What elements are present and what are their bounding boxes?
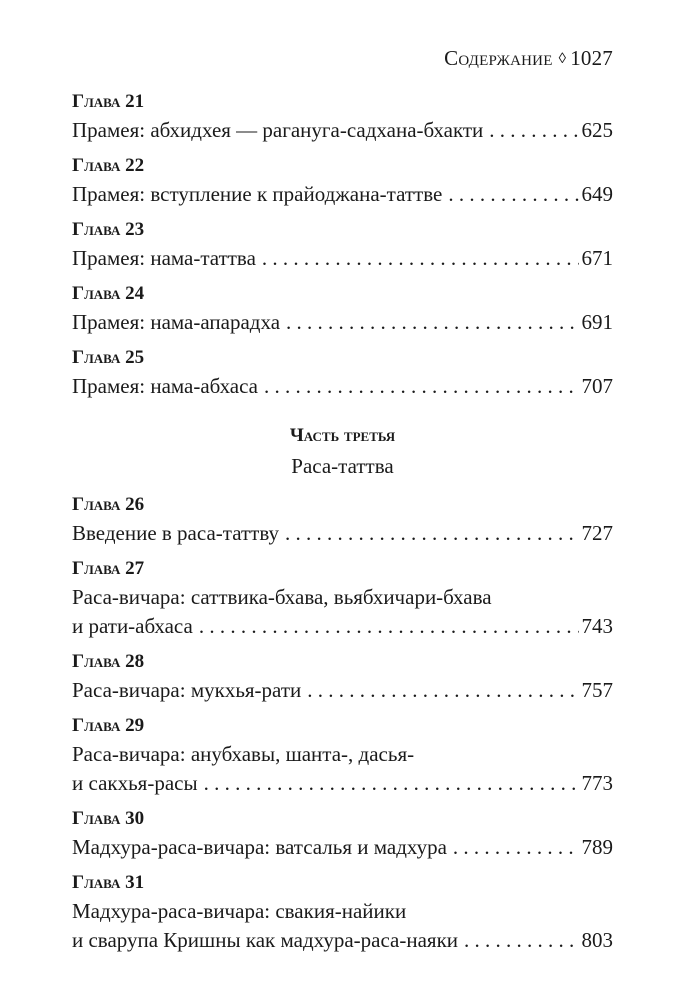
chapter-title: Раса-вичара: саттвика-бхава, вьябхичари-бхава: [72, 585, 492, 609]
toc-entry[interactable]: [72, 648, 613, 705]
chapter-label: Глава 24: [72, 283, 145, 304]
dot-leader: [285, 519, 578, 548]
chapter-title-line: [72, 740, 613, 769]
chapter-title: Прамея: вступление к прайоджана-таттве: [72, 182, 443, 206]
chapter-title: Прамея: нама-апарадха: [72, 310, 281, 334]
chapter-title-line: [72, 116, 613, 145]
dot-leader: [448, 180, 578, 209]
chapter-label: Глава 25: [72, 347, 145, 368]
toc-entry[interactable]: [72, 491, 613, 548]
part-label: Часть третья: [289, 425, 396, 446]
chapter-title-line: [72, 308, 613, 337]
dot-leader: [307, 676, 578, 705]
part-heading: [72, 421, 613, 481]
dot-leader: [262, 244, 579, 273]
chapter-title-line: [72, 833, 613, 862]
chapter-label: Глава 28: [72, 651, 145, 672]
toc-entry[interactable]: [72, 805, 613, 862]
chapter-title-line: [72, 180, 613, 209]
diamond-ornament-icon: ◊: [558, 51, 567, 67]
chapter-title-line: [72, 583, 613, 612]
dot-leader: [453, 833, 579, 862]
chapter-title-line: [72, 244, 613, 273]
chapter-title: Раса-вичара: анубхавы, шанта-, дасья-: [72, 742, 415, 766]
chapter-page-number: 727: [581, 521, 613, 545]
toc-entry[interactable]: [72, 555, 613, 641]
chapter-label: Глава 30: [72, 808, 145, 829]
chapter-page-number: 743: [581, 614, 613, 638]
chapter-page-number: 773: [581, 771, 613, 795]
chapter-title: Мадхура-раса-вичара: свакия-найики: [72, 899, 407, 923]
chapter-title: Раса-вичара: мукхья-рати: [72, 678, 302, 702]
chapter-title-line: [72, 769, 613, 798]
part-title: Раса-таттва: [291, 454, 394, 478]
chapter-label: Глава 27: [72, 558, 145, 579]
chapter-label: Глава 29: [72, 715, 145, 736]
chapter-title: Прамея: нама-таттва: [72, 246, 256, 270]
table-of-contents: [72, 88, 613, 955]
chapter-label: Глава 26: [72, 494, 145, 515]
chapter-title-line: [72, 372, 613, 401]
dot-leader: [204, 769, 579, 798]
chapter-page-number: 691: [581, 310, 613, 334]
chapter-label: Глава 23: [72, 219, 145, 240]
chapter-title-line: [72, 926, 613, 955]
toc-entry[interactable]: [72, 869, 613, 955]
chapter-page-number: 803: [581, 928, 613, 952]
dot-leader: [199, 612, 579, 641]
chapter-title: Прамея: нама-абхаса: [72, 374, 259, 398]
chapter-label: Глава 22: [72, 155, 145, 176]
toc-entry[interactable]: [72, 712, 613, 798]
dot-leader: [286, 308, 578, 337]
running-head-title: Содержание: [444, 46, 553, 70]
chapter-title: и сварупа Кришны как мадхура-раса-наяки: [72, 928, 459, 952]
chapter-page-number: 671: [581, 246, 613, 270]
chapter-title-line: [72, 897, 613, 926]
chapter-page-number: 649: [581, 182, 613, 206]
chapter-group-part-three: [72, 491, 613, 955]
dot-leader: [489, 116, 578, 145]
toc-entry[interactable]: [72, 216, 613, 273]
page-number: 1027: [570, 46, 613, 70]
chapter-title: Введение в раса-таттву: [72, 521, 280, 545]
dot-leader: [264, 372, 578, 401]
chapter-title: и рати-абхаса: [72, 614, 193, 638]
chapter-group-part-two: [72, 88, 613, 401]
running-head: [444, 46, 613, 71]
toc-entry[interactable]: [72, 280, 613, 337]
chapter-title-line: [72, 612, 613, 641]
chapter-page-number: 789: [581, 835, 613, 859]
chapter-title: и сакхья-расы: [72, 771, 198, 795]
chapter-title-line: [72, 519, 613, 548]
chapter-title-line: [72, 676, 613, 705]
chapter-page-number: 707: [581, 374, 613, 398]
chapter-label: Глава 31: [72, 872, 145, 893]
chapter-title: Прамея: абхидхея — рагануга-садхана-бхакти: [72, 118, 484, 142]
chapter-page-number: 757: [581, 678, 613, 702]
toc-entry[interactable]: [72, 344, 613, 401]
chapter-title: Мадхура-раса-вичара: ватсалья и мадхура: [72, 835, 447, 859]
book-page: [72, 0, 613, 1000]
toc-entry[interactable]: [72, 152, 613, 209]
chapter-page-number: 625: [581, 118, 613, 142]
chapter-label: Глава 21: [72, 91, 145, 112]
toc-entry[interactable]: [72, 88, 613, 145]
dot-leader: [464, 926, 578, 955]
